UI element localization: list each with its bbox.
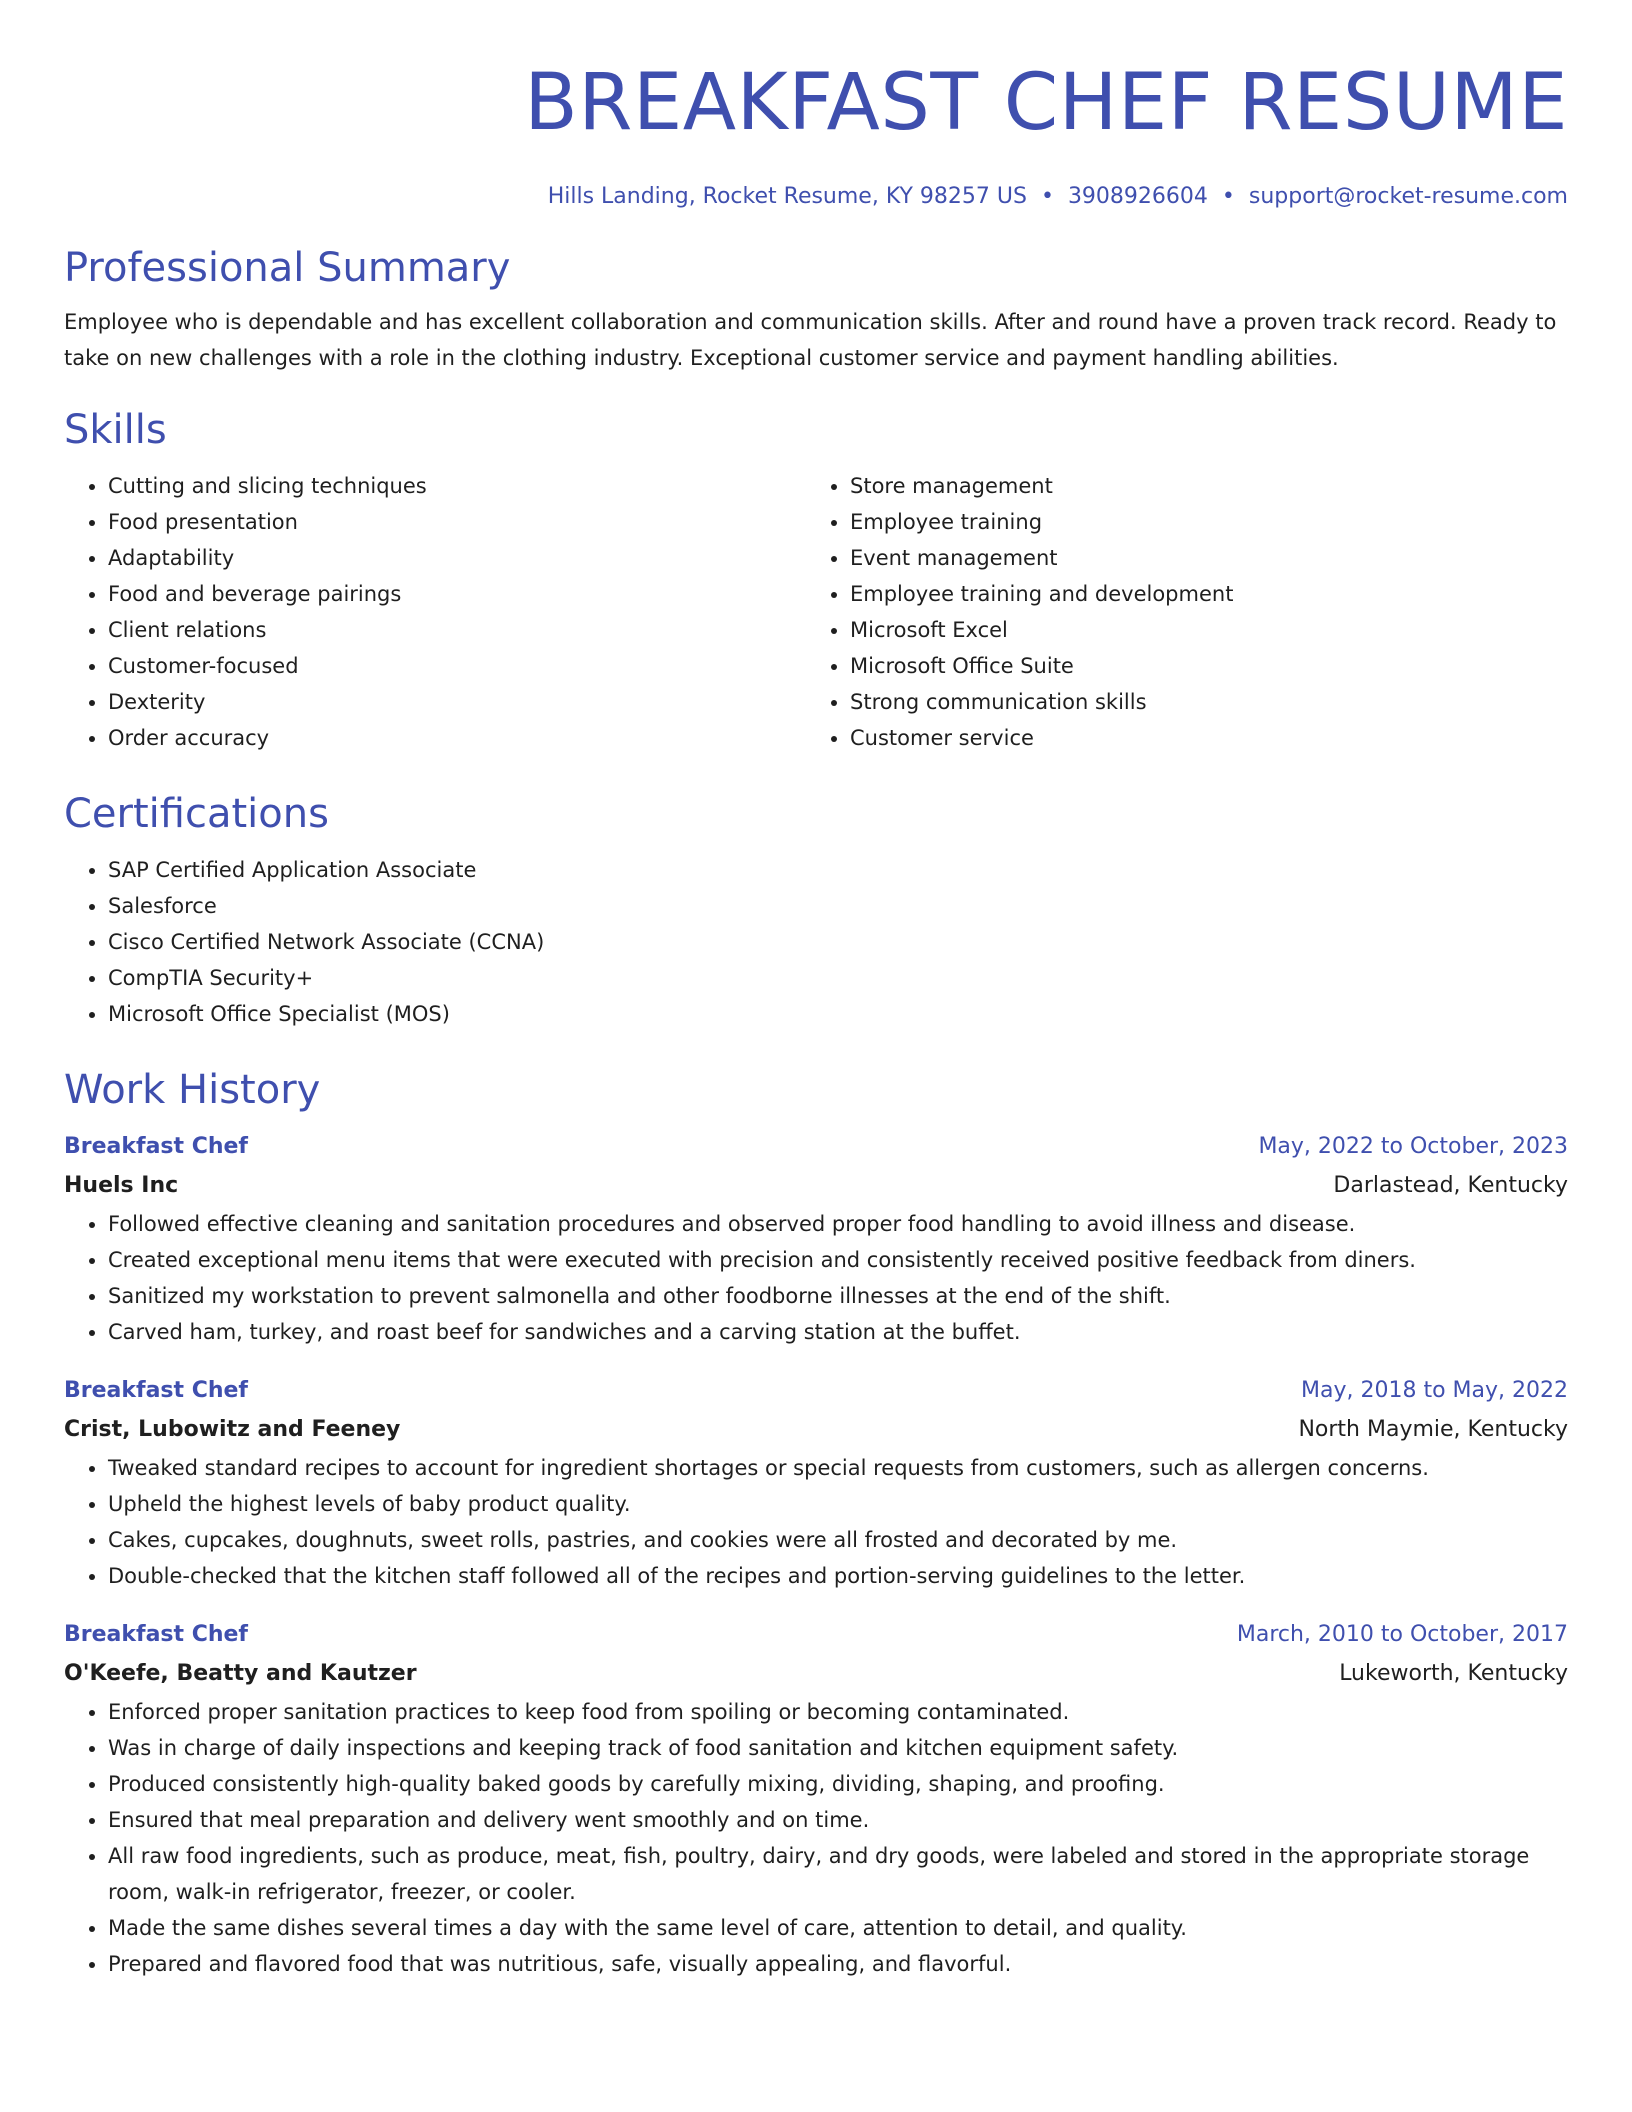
summary-text: Employee who is dependable and has excellent collaboration and communication skills. After and round have a proven track record. Ready to take on new challenges with a role in the clothing industry. Exceptional customer service and payment handling abilities. — [64, 310, 1557, 370]
list-item: • Carved ham, turkey, and roast beef for sandwiches and a carving station at the buffet. — [108, 1314, 1568, 1350]
work-history-heading: Work History — [64, 1067, 321, 1113]
list-item: • Food presentation — [108, 504, 806, 540]
job-header — [64, 1128, 1568, 1166]
job-company: O'Keefe, Beatty and Kautzer — [64, 1661, 417, 1686]
list-item: • Event management — [850, 540, 1548, 576]
summary-heading: Professional Summary — [64, 245, 511, 291]
list-item: • Employee training and development — [850, 576, 1548, 612]
job-location: Lukeworth, Kentucky — [1339, 1661, 1568, 1686]
list-item: • Upheld the highest levels of baby product quality. — [108, 1486, 1568, 1522]
list-item: • Made the same dishes several times a day with the same level of care, attention to detail, and quality. — [108, 1910, 1568, 1946]
contact-separator: • — [1040, 184, 1054, 209]
list-item: • Salesforce — [108, 888, 1568, 924]
skills-left-column — [64, 468, 806, 756]
skills-heading: Skills — [64, 407, 167, 453]
job-subheader — [64, 1410, 1568, 1450]
job-header — [64, 1372, 1568, 1410]
list-item: • Client relations — [108, 612, 806, 648]
job-dates: May, 2018 to May, 2022 — [1301, 1378, 1568, 1403]
list-item: • Tweaked standard recipes to account for ingredient shortages or special requests from customers, such as allergen concerns. — [108, 1450, 1568, 1486]
list-item: • Cutting and slicing techniques — [108, 468, 806, 504]
list-item: • Prepared and flavored food that was nutritious, safe, visually appealing, and flavorful. — [108, 1946, 1568, 1982]
list-item: • Dexterity — [108, 684, 806, 720]
list-item: • Created exceptional menu items that were executed with precision and consistently received positive feedback from diners. — [108, 1242, 1568, 1278]
job-dates: May, 2022 to October, 2023 — [1258, 1134, 1568, 1159]
certifications-list — [64, 852, 1568, 1032]
skills-right-column — [806, 468, 1548, 756]
resume-title: BREAKFAST CHEF RESUME — [524, 58, 1568, 148]
certifications-heading: Certifications — [64, 791, 329, 837]
job-bullets — [64, 1694, 1568, 1982]
resume-page — [64, 0, 1568, 1982]
list-item: • Customer-focused — [108, 648, 806, 684]
list-item: • Food and beverage pairings — [108, 576, 806, 612]
skills-left-list — [64, 468, 806, 756]
skills-section — [64, 406, 1568, 756]
contact-address: Hills Landing, Rocket Resume, KY 98257 US — [547, 184, 1027, 209]
list-item: • Produced consistently high-quality baked goods by carefully mixing, dividing, shaping, and proofing. — [108, 1766, 1568, 1802]
list-item: • Cisco Certified Network Associate (CCNA) — [108, 924, 1568, 960]
list-item: • Followed effective cleaning and sanitation procedures and observed proper food handling to avoid illness and disease. — [108, 1206, 1568, 1242]
job-entry — [64, 1616, 1568, 1982]
list-item: • Cakes, cupcakes, doughnuts, sweet rolls, pastries, and cookies were all frosted and decorated by me. — [108, 1522, 1568, 1558]
skills-columns — [64, 468, 1568, 756]
job-bullets — [64, 1450, 1568, 1594]
list-item: • Store management — [850, 468, 1548, 504]
list-item: • SAP Certified Application Associate — [108, 852, 1568, 888]
list-item: • Enforced proper sanitation practices to keep food from spoiling or becoming contaminated. — [108, 1694, 1568, 1730]
list-item: • All raw food ingredients, such as produce, meat, fish, poultry, dairy, and dry goods, were labeled and stored in the appropriate storage room, walk-in refrigerator, freezer, or cooler. — [108, 1838, 1568, 1910]
list-item: • Adaptability — [108, 540, 806, 576]
list-item: • Sanitized my workstation to prevent salmonella and other foodborne illnesses at the end of the shift. — [108, 1278, 1568, 1314]
list-item: • Ensured that meal preparation and delivery went smoothly and on time. — [108, 1802, 1568, 1838]
list-item: • Order accuracy — [108, 720, 806, 756]
job-location: Darlastead, Kentucky — [1333, 1173, 1568, 1198]
job-subheader — [64, 1166, 1568, 1206]
contact-separator: • — [1221, 184, 1235, 209]
list-item: • Microsoft Office Specialist (MOS) — [108, 996, 1568, 1032]
job-header — [64, 1616, 1568, 1654]
list-item: • Strong communication skills — [850, 684, 1548, 720]
job-company: Huels Inc — [64, 1173, 179, 1198]
list-item: • Was in charge of daily inspections and keeping track of food sanitation and kitchen equipment safety. — [108, 1730, 1568, 1766]
job-title: Breakfast Chef — [64, 1622, 249, 1647]
job-entry — [64, 1128, 1568, 1350]
job-company: Crist, Lubowitz and Feeney — [64, 1417, 401, 1442]
summary-section — [64, 244, 1568, 376]
work-history-section — [64, 1066, 1568, 1982]
list-item: • Microsoft Excel — [850, 612, 1548, 648]
job-title: Breakfast Chef — [64, 1134, 249, 1159]
job-title: Breakfast Chef — [64, 1378, 249, 1403]
certifications-section — [64, 790, 1568, 1032]
job-entry — [64, 1372, 1568, 1594]
list-item: • Double-checked that the kitchen staff followed all of the recipes and portion-serving guidelines to the letter. — [108, 1558, 1568, 1594]
job-location: North Maymie, Kentucky — [1298, 1417, 1568, 1442]
job-subheader — [64, 1654, 1568, 1694]
contact-line — [64, 182, 1568, 212]
list-item: • Customer service — [850, 720, 1548, 756]
list-item: • Microsoft Office Suite — [850, 648, 1548, 684]
list-item: • CompTIA Security+ — [108, 960, 1568, 996]
contact-email[interactable]: support@rocket-resume.com — [1248, 184, 1568, 209]
job-dates: March, 2010 to October, 2017 — [1236, 1622, 1568, 1647]
job-bullets — [64, 1206, 1568, 1350]
jobs-list — [64, 1128, 1568, 1982]
list-item: • Employee training — [850, 504, 1548, 540]
contact-phone: 3908926604 — [1067, 184, 1208, 209]
skills-right-list — [806, 468, 1548, 756]
